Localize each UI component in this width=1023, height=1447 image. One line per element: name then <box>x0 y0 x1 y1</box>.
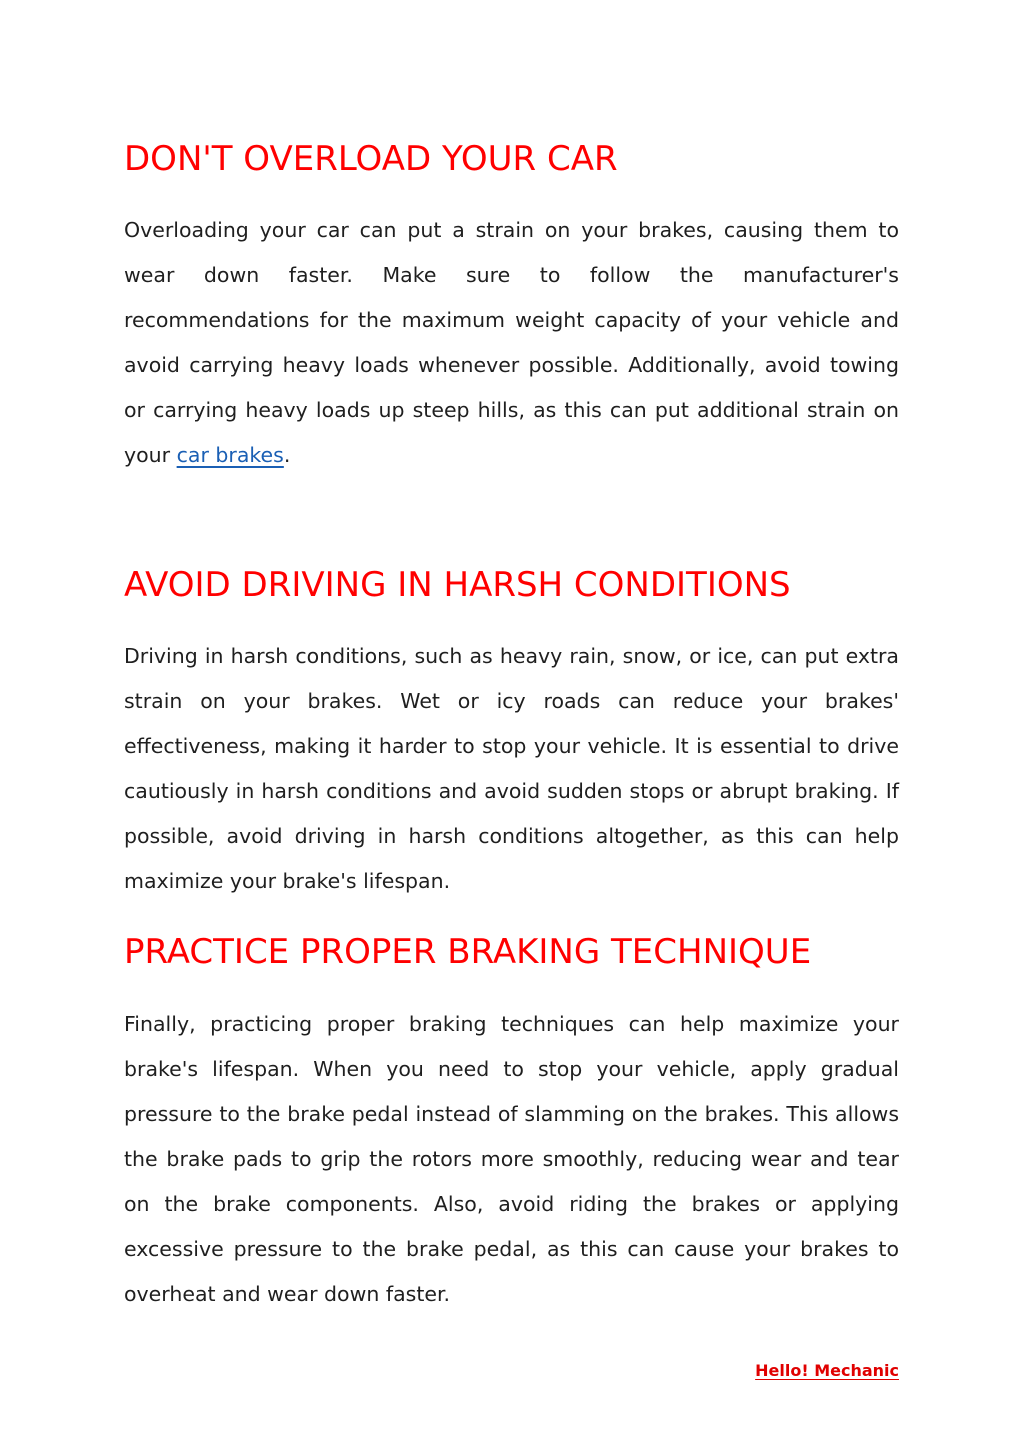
paragraph-dont-overload <box>124 208 899 478</box>
car-brakes-link[interactable]: car brakes <box>176 443 284 467</box>
heading-practice-braking: PRACTICE PROPER BRAKING TECHNIQUE <box>124 932 812 972</box>
paragraph-avoid-harsh-conditions: Driving in harsh conditions, such as heavy rain, snow, or ice, can put extra strain on your brakes. Wet or icy roads can reduce your brakes' effectiveness, making it harder to stop your vehicle. It is essential to drive cautiously in harsh conditions and avoid sudden stops or abrupt braking. If possible, avoid driving in harsh conditions altogether, as this can help maximize your brake's lifespan. <box>124 644 899 893</box>
heading-avoid-harsh-conditions: AVOID DRIVING IN HARSH CONDITIONS <box>124 565 791 605</box>
heading-dont-overload: DON'T OVERLOAD YOUR CAR <box>124 139 618 179</box>
paragraph-practice-braking: Finally, practicing proper braking techniques can help maximize your brake's lifespan. When you need to stop your vehicle, apply gradual pressure to the brake pedal instead of slamming on the brakes. This allows the brake pads to grip the rotors more smoothly, reducing wear and tear on the brake components. Also, avoid riding the brakes or applying excessive pressure to the brake pedal, as this can cause your brakes to overheat and wear down faster. <box>124 1012 899 1306</box>
paragraph-text: Overloading your car can put a strain on your brakes, causing them to wear down faster. Make sure to follow the manufacturer's recommendations for the maximum weight capacity of your vehicle and avoid carrying heavy loads whenever possible. Additionally, avoid towing or carrying heavy loads up steep hills, as this can put additional strain on your <box>124 218 899 467</box>
paragraph-text-end: . <box>283 443 291 467</box>
hello-mechanic-footer-link[interactable]: Hello! Mechanic <box>755 1361 899 1380</box>
